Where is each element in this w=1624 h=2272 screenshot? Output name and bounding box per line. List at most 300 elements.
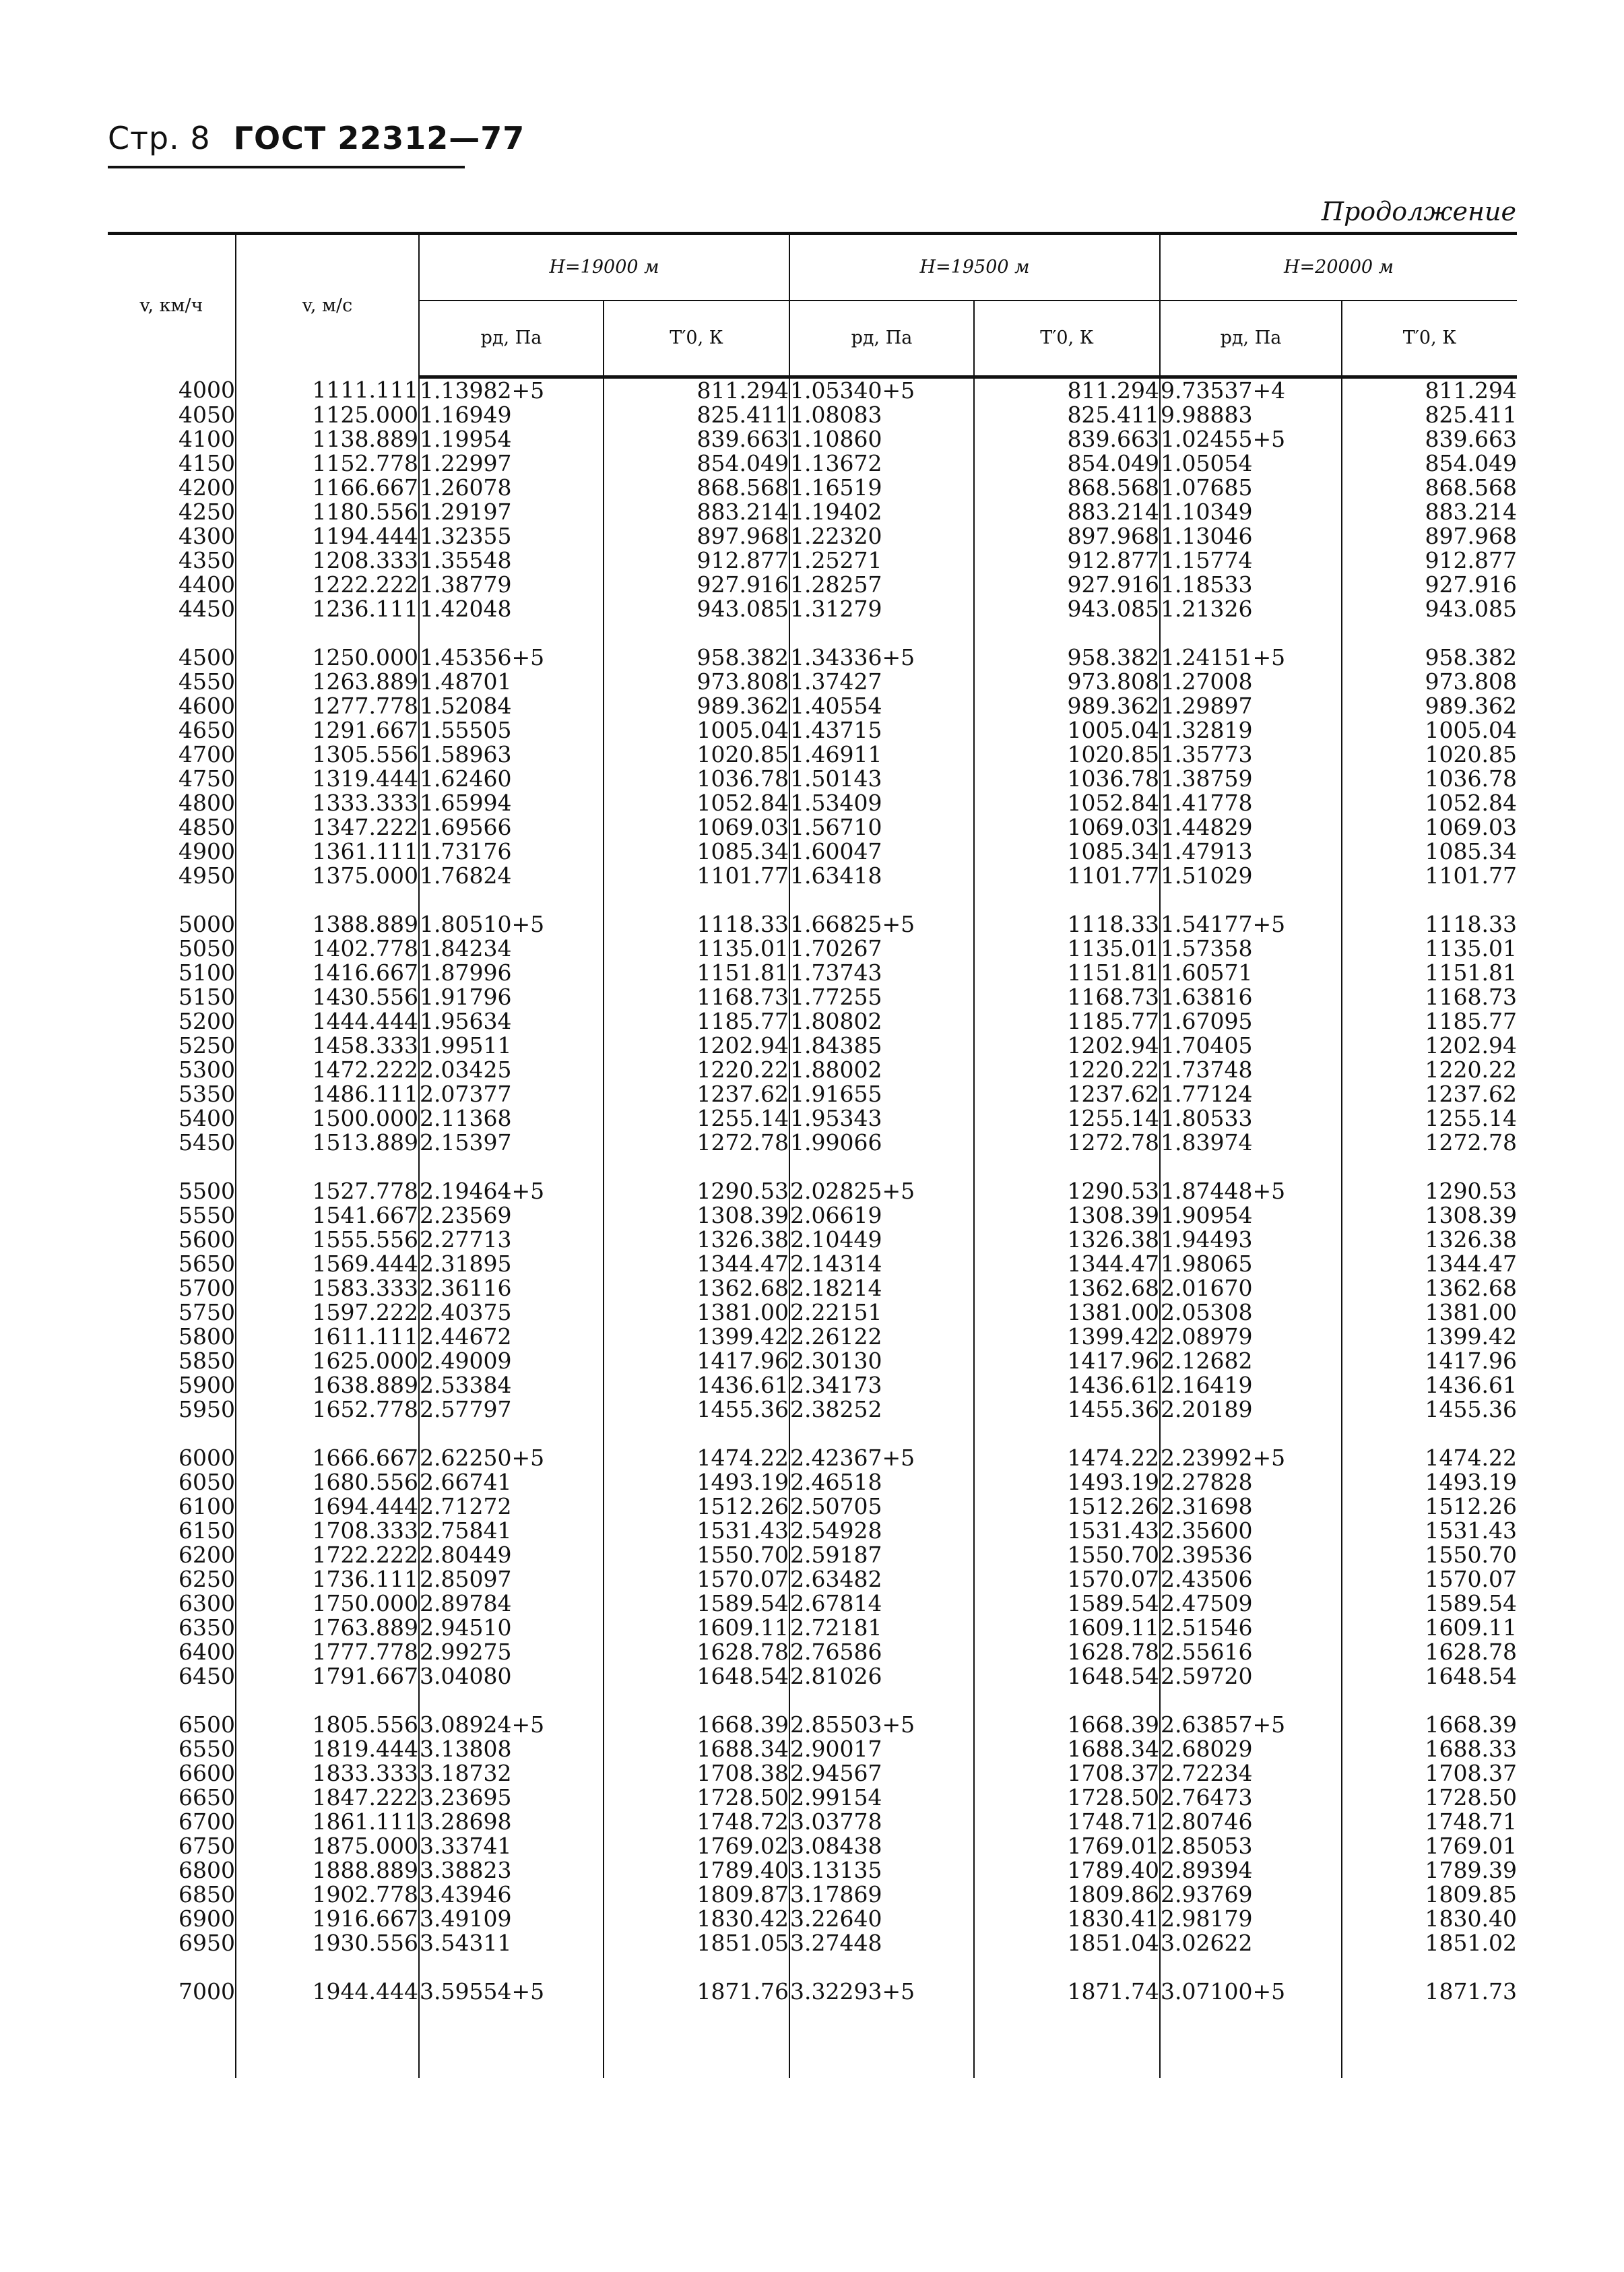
table-row [108, 1034, 1517, 1058]
cell-t0-h19500: 1474.22 [974, 1446, 1160, 1470]
cell-pd-h19000: 1.73176 [419, 840, 604, 864]
cell-speed-ms: 1430.556 [236, 985, 419, 1009]
cell-t0-h19500: 1830.41 [974, 1907, 1160, 1931]
cell-pd-h19500: 2.54928 [789, 1519, 974, 1543]
cell-speed-ms: 1444.444 [236, 1009, 419, 1034]
cell-t0-h19500: 1628.78 [974, 1640, 1160, 1664]
block-spacer [108, 1422, 1517, 1446]
cell-t0-h19500: 912.877 [974, 548, 1160, 573]
cell-pd-h19000: 1.16949 [419, 403, 604, 427]
cell-pd-h19000: 1.87996 [419, 961, 604, 985]
cell-t0-h20000: 897.968 [1342, 524, 1517, 548]
cell-speed-ms: 1708.333 [236, 1519, 419, 1543]
cell-pd-h20000: 1.24151+5 [1160, 645, 1342, 670]
cell-speed-ms: 1763.889 [236, 1616, 419, 1640]
cell-t0-h19000: 883.214 [604, 500, 789, 524]
cell-t0-h20000: 1871.73 [1342, 1980, 1517, 2004]
cell-speed-ms: 1597.222 [236, 1300, 419, 1325]
cell-speed-ms: 1208.333 [236, 548, 419, 573]
cell-t0-h19000: 1220.22 [604, 1058, 789, 1082]
cell-t0-h19500: 1512.26 [974, 1494, 1160, 1519]
page-header [108, 120, 525, 156]
cell-pd-h20000: 2.23992+5 [1160, 1446, 1342, 1470]
cell-t0-h19500: 1085.34 [974, 840, 1160, 864]
cell-pd-h20000: 2.80746 [1160, 1810, 1342, 1834]
cell-t0-h20000: 1185.77 [1342, 1009, 1517, 1034]
table-row [108, 1980, 1517, 2004]
cell-pd-h19500: 1.66825+5 [789, 912, 974, 937]
cell-t0-h20000: 1220.22 [1342, 1058, 1517, 1082]
cell-t0-h19500: 1570.07 [974, 1567, 1160, 1591]
cell-pd-h20000: 1.90954 [1160, 1203, 1342, 1228]
cell-t0-h19500: 825.411 [974, 403, 1160, 427]
cell-speed-kmh: 6350 [178, 1614, 235, 1641]
cell-pd-h19500: 2.50705 [789, 1494, 974, 1519]
cell-t0-h19500: 1255.14 [974, 1106, 1160, 1131]
cell-t0-h20000: 1417.96 [1342, 1349, 1517, 1373]
cell-t0-h20000: 1436.61 [1342, 1373, 1517, 1397]
cell-t0-h19500: 1052.84 [974, 791, 1160, 815]
cell-pd-h20000: 2.47509 [1160, 1591, 1342, 1616]
cell-pd-h19500: 2.14314 [789, 1252, 974, 1276]
cell-speed-kmh: 5500 [178, 1178, 235, 1204]
cell-t0-h19000: 1570.07 [604, 1567, 789, 1591]
cell-speed-kmh: 4400 [178, 571, 235, 598]
cell-pd-h19500: 1.53409 [789, 791, 974, 815]
cell-t0-h19000: 1202.94 [604, 1034, 789, 1058]
cell-pd-h19500: 1.37427 [789, 670, 974, 694]
cell-speed-kmh: 4350 [178, 547, 235, 573]
cell-t0-h19500: 1118.33 [974, 912, 1160, 937]
col-header-pd: pд, Па [789, 301, 974, 377]
table-row [108, 1179, 1517, 1203]
cell-speed-ms: 1166.667 [236, 476, 419, 500]
cell-t0-h19500: 1728.50 [974, 1786, 1160, 1810]
cell-t0-h20000: 1455.36 [1342, 1397, 1517, 1422]
cell-t0-h19500: 1069.03 [974, 815, 1160, 840]
cell-pd-h20000: 2.98179 [1160, 1907, 1342, 1931]
cell-pd-h20000: 1.60571 [1160, 961, 1342, 985]
cell-pd-h20000: 2.31698 [1160, 1494, 1342, 1519]
cell-speed-kmh: 5550 [178, 1202, 235, 1228]
table-row [108, 1349, 1517, 1373]
cell-speed-ms: 1777.778 [236, 1640, 419, 1664]
cell-pd-h20000: 1.51029 [1160, 864, 1342, 888]
cell-t0-h19500: 811.294 [974, 377, 1160, 404]
cell-t0-h19000: 1290.53 [604, 1179, 789, 1203]
cell-t0-h19000: 1185.77 [604, 1009, 789, 1034]
cell-pd-h19500: 2.90017 [789, 1737, 974, 1761]
cell-pd-h19000: 1.84234 [419, 937, 604, 961]
cell-pd-h19500: 3.17869 [789, 1883, 974, 1907]
cell-pd-h19000: 1.95634 [419, 1009, 604, 1034]
cell-pd-h19000: 3.43946 [419, 1883, 604, 1907]
table-row [108, 1640, 1517, 1664]
table-row [108, 377, 1517, 404]
cell-pd-h20000: 1.80533 [1160, 1106, 1342, 1131]
cell-pd-h19000: 1.35548 [419, 548, 604, 573]
cell-t0-h19500: 1531.43 [974, 1519, 1160, 1543]
cell-pd-h19500: 2.38252 [789, 1397, 974, 1422]
cell-t0-h19500: 1708.37 [974, 1761, 1160, 1786]
cell-pd-h19000: 1.52084 [419, 694, 604, 718]
cell-speed-ms: 1638.889 [236, 1373, 419, 1397]
cell-t0-h19500: 1185.77 [974, 1009, 1160, 1034]
cell-t0-h20000: 883.214 [1342, 500, 1517, 524]
cell-t0-h19500: 1101.77 [974, 864, 1160, 888]
cell-speed-ms: 1791.667 [236, 1664, 419, 1689]
cell-pd-h19000: 2.99275 [419, 1640, 604, 1664]
cell-t0-h19500: 1308.39 [974, 1203, 1160, 1228]
cell-t0-h20000: 1308.39 [1342, 1203, 1517, 1228]
cell-speed-kmh: 5200 [178, 1008, 235, 1034]
cell-speed-kmh: 6450 [178, 1663, 235, 1689]
cell-pd-h19000: 1.19954 [419, 427, 604, 451]
cell-t0-h20000: 1085.34 [1342, 840, 1517, 864]
cell-pd-h19500: 1.50143 [789, 767, 974, 791]
table-row [108, 573, 1517, 597]
cell-speed-kmh: 6550 [178, 1736, 235, 1762]
cell-t0-h20000: 1399.42 [1342, 1325, 1517, 1349]
cell-pd-h19500: 1.73743 [789, 961, 974, 985]
cell-t0-h20000: 1830.40 [1342, 1907, 1517, 1931]
cell-speed-ms: 1666.667 [236, 1446, 419, 1470]
table-row [108, 1058, 1517, 1082]
cell-t0-h20000: 989.362 [1342, 694, 1517, 718]
cell-speed-kmh: 5750 [178, 1299, 235, 1325]
cell-pd-h19500: 1.10860 [789, 427, 974, 451]
cell-speed-kmh: 4050 [178, 402, 235, 428]
cell-t0-h19000: 1769.02 [604, 1834, 789, 1858]
cell-t0-h19000: 1069.03 [604, 815, 789, 840]
cell-t0-h19500: 1036.78 [974, 767, 1160, 791]
cell-t0-h19000: 912.877 [604, 548, 789, 573]
cell-pd-h20000: 1.29897 [1160, 694, 1342, 718]
cell-t0-h19000: 1830.42 [604, 1907, 789, 1931]
cell-pd-h20000: 1.32819 [1160, 718, 1342, 743]
cell-t0-h20000: 1648.54 [1342, 1664, 1517, 1689]
cell-speed-ms: 1333.333 [236, 791, 419, 815]
cell-pd-h19000: 2.07377 [419, 1082, 604, 1106]
cell-t0-h19500: 1493.19 [974, 1470, 1160, 1494]
cell-t0-h19500: 1220.22 [974, 1058, 1160, 1082]
cell-pd-h19500: 1.34336+5 [789, 645, 974, 670]
cell-t0-h20000: 1118.33 [1342, 912, 1517, 937]
cell-t0-h20000: 1728.50 [1342, 1786, 1517, 1810]
cell-t0-h19000: 1474.22 [604, 1446, 789, 1470]
cell-pd-h19000: 1.29197 [419, 500, 604, 524]
cell-t0-h20000: 1069.03 [1342, 815, 1517, 840]
cell-speed-kmh: 5800 [178, 1323, 235, 1350]
cell-pd-h19500: 2.81026 [789, 1664, 974, 1689]
cell-pd-h20000: 1.70405 [1160, 1034, 1342, 1058]
cell-pd-h19000: 1.22997 [419, 451, 604, 476]
cell-t0-h20000: 1474.22 [1342, 1446, 1517, 1470]
cell-t0-h19000: 1789.40 [604, 1858, 789, 1883]
cell-speed-ms: 1472.222 [236, 1058, 419, 1082]
cell-t0-h19000: 1036.78 [604, 767, 789, 791]
cell-speed-ms: 1111.111 [236, 377, 419, 404]
cell-t0-h19000: 1668.39 [604, 1713, 789, 1737]
cell-t0-h20000: 1020.85 [1342, 743, 1517, 767]
cell-speed-ms: 1902.778 [236, 1883, 419, 1907]
cell-speed-ms: 1805.556 [236, 1713, 419, 1737]
cell-pd-h19500: 1.31279 [789, 597, 974, 621]
cell-t0-h19500: 1020.85 [974, 743, 1160, 767]
cell-pd-h19000: 3.04080 [419, 1664, 604, 1689]
cell-pd-h19500: 3.27448 [789, 1931, 974, 1955]
table-row [108, 694, 1517, 718]
cell-pd-h19000: 2.03425 [419, 1058, 604, 1082]
table-row [108, 1543, 1517, 1567]
cell-speed-ms: 1555.556 [236, 1228, 419, 1252]
cell-t0-h20000: 1202.94 [1342, 1034, 1517, 1058]
table-row [108, 1761, 1517, 1786]
cell-pd-h19000: 2.31895 [419, 1252, 604, 1276]
cell-pd-h19500: 3.32293+5 [789, 1980, 974, 2004]
cell-pd-h19500: 1.91655 [789, 1082, 974, 1106]
cell-t0-h20000: 927.916 [1342, 573, 1517, 597]
table-row [108, 476, 1517, 500]
cell-t0-h19500: 927.916 [974, 573, 1160, 597]
cell-speed-ms: 1305.556 [236, 743, 419, 767]
cell-pd-h20000: 1.02455+5 [1160, 427, 1342, 451]
cell-pd-h20000: 9.73537+4 [1160, 377, 1342, 404]
cell-speed-kmh: 6050 [178, 1469, 235, 1495]
cell-t0-h19500: 1290.53 [974, 1179, 1160, 1203]
table-row [108, 1228, 1517, 1252]
cell-t0-h20000: 1789.39 [1342, 1858, 1517, 1883]
cell-pd-h20000: 1.73748 [1160, 1058, 1342, 1082]
cell-t0-h20000: 1381.00 [1342, 1300, 1517, 1325]
cell-pd-h20000: 1.10349 [1160, 500, 1342, 524]
data-table [108, 232, 1517, 2078]
cell-pd-h20000: 2.16419 [1160, 1373, 1342, 1397]
cell-t0-h19000: 854.049 [604, 451, 789, 476]
cell-t0-h20000: 1237.62 [1342, 1082, 1517, 1106]
cell-t0-h19000: 1748.72 [604, 1810, 789, 1834]
table-row [108, 1834, 1517, 1858]
cell-pd-h19000: 2.44672 [419, 1325, 604, 1349]
group-header-h20000: H=20000 м [1160, 234, 1517, 301]
cell-t0-h20000: 1809.85 [1342, 1883, 1517, 1907]
cell-t0-h19000: 1609.11 [604, 1616, 789, 1640]
cell-pd-h19500: 1.19402 [789, 500, 974, 524]
table-row [108, 961, 1517, 985]
cell-pd-h20000: 1.07685 [1160, 476, 1342, 500]
table-row [108, 767, 1517, 791]
cell-t0-h19000: 1326.38 [604, 1228, 789, 1252]
cell-t0-h19000: 1381.00 [604, 1300, 789, 1325]
cell-pd-h19500: 2.26122 [789, 1325, 974, 1349]
cell-pd-h19500: 2.99154 [789, 1786, 974, 1810]
table-row [108, 1931, 1517, 1955]
cell-t0-h19000: 1688.34 [604, 1737, 789, 1761]
cell-t0-h19000: 1851.05 [604, 1931, 789, 1955]
cell-speed-kmh: 5950 [178, 1396, 235, 1422]
cell-pd-h19500: 2.30130 [789, 1349, 974, 1373]
cell-t0-h19000: 1308.39 [604, 1203, 789, 1228]
cell-pd-h20000: 1.57358 [1160, 937, 1342, 961]
table-row [108, 985, 1517, 1009]
cell-t0-h19500: 1135.01 [974, 937, 1160, 961]
cell-t0-h20000: 1272.78 [1342, 1131, 1517, 1155]
cell-pd-h20000: 3.02622 [1160, 1931, 1342, 1955]
cell-t0-h19000: 1237.62 [604, 1082, 789, 1106]
cell-pd-h20000: 1.83974 [1160, 1131, 1342, 1155]
table-row [108, 1082, 1517, 1106]
cell-t0-h20000: 811.294 [1342, 377, 1517, 404]
table-row [108, 1373, 1517, 1397]
cell-t0-h19500: 1202.94 [974, 1034, 1160, 1058]
cell-t0-h19500: 1769.01 [974, 1834, 1160, 1858]
cell-speed-ms: 1236.111 [236, 597, 419, 621]
cell-speed-kmh: 6000 [178, 1445, 235, 1471]
cell-speed-kmh: 6650 [178, 1784, 235, 1810]
cell-t0-h19500: 1871.74 [974, 1980, 1160, 2004]
cell-t0-h19000: 989.362 [604, 694, 789, 718]
cell-speed-kmh: 7000 [178, 1978, 235, 2005]
table-row [108, 1810, 1517, 1834]
cell-t0-h20000: 1036.78 [1342, 767, 1517, 791]
cell-t0-h20000: 1769.01 [1342, 1834, 1517, 1858]
table-row [108, 1519, 1517, 1543]
cell-t0-h19000: 1272.78 [604, 1131, 789, 1155]
table-row [108, 718, 1517, 743]
cell-pd-h20000: 1.38759 [1160, 767, 1342, 791]
cell-t0-h19500: 1168.73 [974, 985, 1160, 1009]
cell-t0-h19000: 1255.14 [604, 1106, 789, 1131]
cell-speed-kmh: 5150 [178, 984, 235, 1010]
block-spacer [108, 1689, 1517, 1713]
cell-t0-h20000: 912.877 [1342, 548, 1517, 573]
cell-pd-h19500: 1.22320 [789, 524, 974, 548]
cell-t0-h19000: 1135.01 [604, 937, 789, 961]
cell-t0-h19000: 1628.78 [604, 1640, 789, 1664]
cell-pd-h19500: 1.60047 [789, 840, 974, 864]
cell-pd-h19000: 2.85097 [419, 1567, 604, 1591]
cell-speed-ms: 1611.111 [236, 1325, 419, 1349]
cell-t0-h20000: 1708.37 [1342, 1761, 1517, 1786]
cell-t0-h19500: 854.049 [974, 451, 1160, 476]
table-row [108, 548, 1517, 573]
cell-t0-h20000: 1362.68 [1342, 1276, 1517, 1300]
table-row [108, 1494, 1517, 1519]
cell-pd-h20000: 1.94493 [1160, 1228, 1342, 1252]
table-row [108, 1883, 1517, 1907]
block-spacer [108, 1955, 1517, 1980]
cell-t0-h19000: 973.808 [604, 670, 789, 694]
cell-t0-h19500: 1809.86 [974, 1883, 1160, 1907]
cell-pd-h20000: 9.98883 [1160, 403, 1342, 427]
cell-pd-h19500: 1.40554 [789, 694, 974, 718]
cell-pd-h20000: 1.77124 [1160, 1082, 1342, 1106]
cell-pd-h20000: 2.20189 [1160, 1397, 1342, 1422]
cell-pd-h19500: 3.08438 [789, 1834, 974, 1858]
cell-t0-h19500: 1789.40 [974, 1858, 1160, 1883]
table-row [108, 743, 1517, 767]
cell-pd-h20000: 2.68029 [1160, 1737, 1342, 1761]
table-row [108, 670, 1517, 694]
cell-t0-h19500: 1436.61 [974, 1373, 1160, 1397]
cell-pd-h20000: 2.51546 [1160, 1616, 1342, 1640]
cell-speed-kmh: 6750 [178, 1833, 235, 1859]
cell-pd-h19500: 2.59187 [789, 1543, 974, 1567]
cell-pd-h19000: 1.58963 [419, 743, 604, 767]
cell-pd-h20000: 1.98065 [1160, 1252, 1342, 1276]
cell-speed-ms: 1930.556 [236, 1931, 419, 1955]
cell-t0-h19000: 1871.76 [604, 1980, 789, 2004]
cell-speed-kmh: 4500 [178, 644, 235, 670]
cell-speed-kmh: 5400 [178, 1105, 235, 1131]
cell-speed-ms: 1402.778 [236, 937, 419, 961]
cell-speed-kmh: 4900 [178, 838, 235, 864]
cell-pd-h19000: 2.80449 [419, 1543, 604, 1567]
cell-t0-h19500: 1748.71 [974, 1810, 1160, 1834]
col-header-speed-ms: v, м/с [236, 234, 419, 377]
cell-pd-h19000: 2.53384 [419, 1373, 604, 1397]
cell-speed-kmh: 6400 [178, 1639, 235, 1665]
cell-t0-h19000: 1589.54 [604, 1591, 789, 1616]
cell-pd-h19000: 2.23569 [419, 1203, 604, 1228]
cell-t0-h19500: 839.663 [974, 427, 1160, 451]
cell-speed-kmh: 4700 [178, 741, 235, 767]
cell-pd-h19500: 2.67814 [789, 1591, 974, 1616]
col-header-t0: T′0, К [1342, 301, 1517, 377]
cell-pd-h19500: 3.13135 [789, 1858, 974, 1883]
cell-pd-h20000: 1.15774 [1160, 548, 1342, 573]
cell-speed-kmh: 4250 [178, 499, 235, 525]
header-rule [108, 166, 465, 168]
cell-t0-h20000: 1326.38 [1342, 1228, 1517, 1252]
cell-t0-h19500: 1609.11 [974, 1616, 1160, 1640]
cell-speed-ms: 1125.000 [236, 403, 419, 427]
cell-t0-h19500: 1151.81 [974, 961, 1160, 985]
block-spacer [108, 1155, 1517, 1179]
cell-pd-h19000: 2.66741 [419, 1470, 604, 1494]
cell-t0-h19500: 1005.04 [974, 718, 1160, 743]
table-row [108, 1567, 1517, 1591]
cell-pd-h19500: 1.16519 [789, 476, 974, 500]
cell-t0-h19000: 927.916 [604, 573, 789, 597]
cell-pd-h19000: 2.40375 [419, 1300, 604, 1325]
cell-pd-h20000: 2.72234 [1160, 1761, 1342, 1786]
cell-t0-h19500: 1455.36 [974, 1397, 1160, 1422]
cell-speed-kmh: 4950 [178, 862, 235, 889]
cell-t0-h20000: 854.049 [1342, 451, 1517, 476]
cell-speed-ms: 1541.667 [236, 1203, 419, 1228]
cell-t0-h19500: 958.382 [974, 645, 1160, 670]
cell-pd-h19500: 2.76586 [789, 1640, 974, 1664]
cell-pd-h19500: 1.70267 [789, 937, 974, 961]
cell-speed-kmh: 6600 [178, 1760, 235, 1786]
table-row [108, 1446, 1517, 1470]
cell-pd-h19000: 1.42048 [419, 597, 604, 621]
cell-t0-h19000: 1550.70 [604, 1543, 789, 1567]
cell-t0-h19500: 1362.68 [974, 1276, 1160, 1300]
cell-pd-h20000: 2.76473 [1160, 1786, 1342, 1810]
cell-t0-h20000: 1135.01 [1342, 937, 1517, 961]
cell-t0-h19500: 883.214 [974, 500, 1160, 524]
cell-t0-h20000: 973.808 [1342, 670, 1517, 694]
cell-t0-h19500: 1237.62 [974, 1082, 1160, 1106]
cell-pd-h19500: 1.95343 [789, 1106, 974, 1131]
cell-speed-ms: 1416.667 [236, 961, 419, 985]
cell-t0-h19000: 868.568 [604, 476, 789, 500]
cell-t0-h19000: 1417.96 [604, 1349, 789, 1373]
cell-t0-h19000: 897.968 [604, 524, 789, 548]
cell-t0-h20000: 1550.70 [1342, 1543, 1517, 1567]
